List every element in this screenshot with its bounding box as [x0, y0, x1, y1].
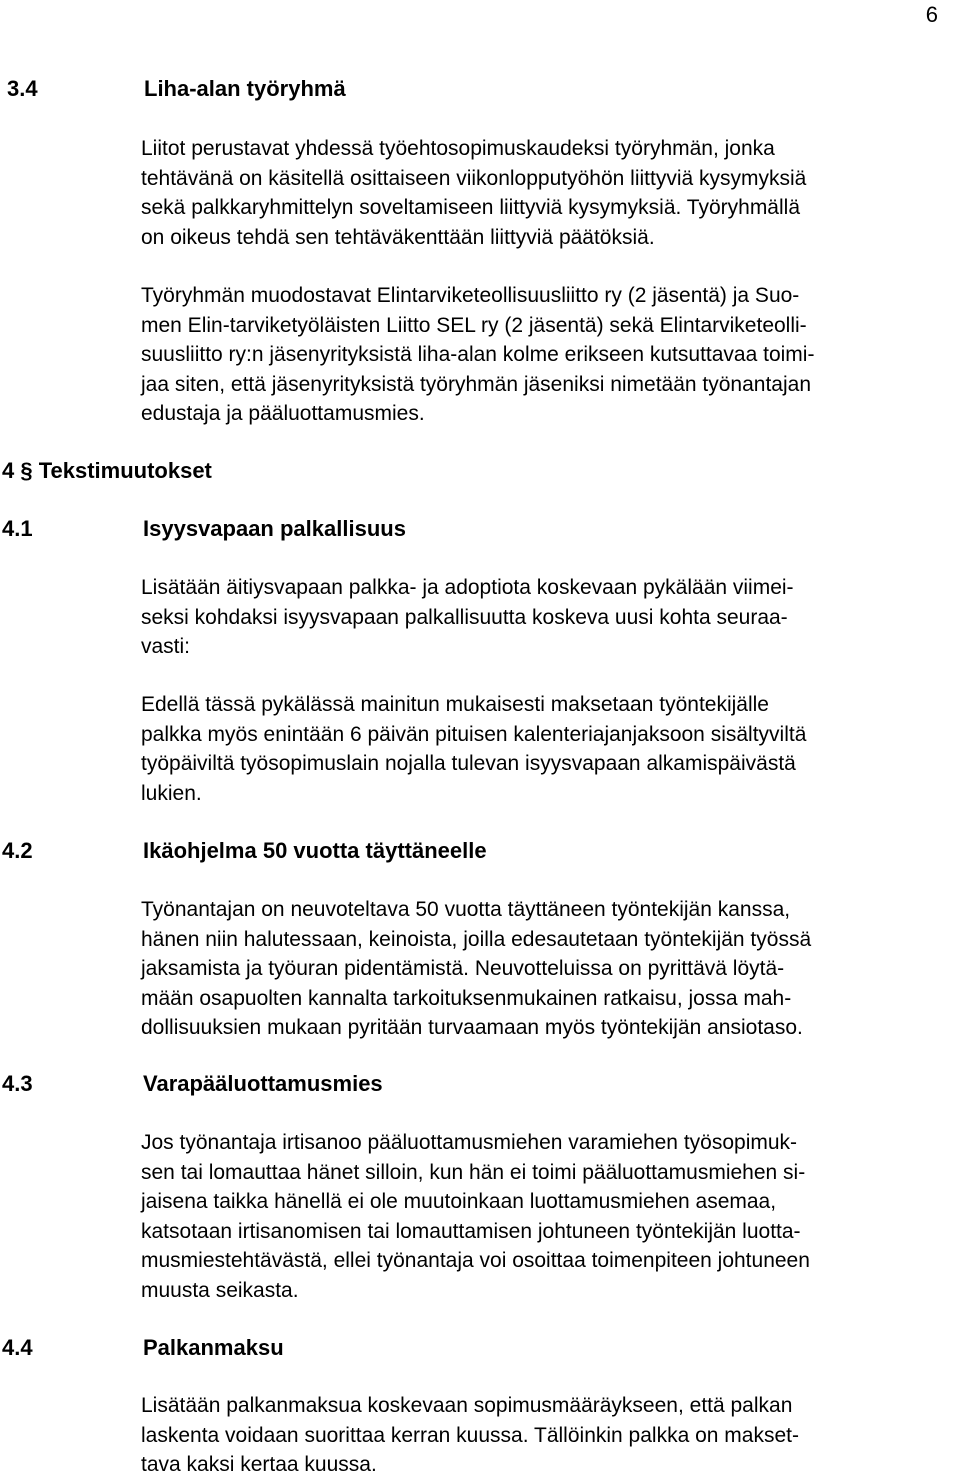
paragraph-line: tava kaksi kertaa kuussa.: [141, 1453, 377, 1476]
paragraph-line: sen tai lomauttaa hänet silloin, kun hän ei toimi pääluottamusmiehen si-: [141, 1160, 806, 1184]
paragraph-line: jaksamista ja työuran pidentämistä. Neuvotteluissa on pyrittävä löytä-: [141, 957, 785, 980]
paragraph-line: Lisätään äitiysvapaan palkka- ja adoptiota koskevaan pykälään viimei-: [141, 576, 794, 599]
paragraph-line: Työryhmän muodostavat Elintarviketeollisuusliitto ry (2 jäsentä) ja Suo-: [141, 284, 800, 307]
paragraph: [141, 573, 794, 662]
paragraph-line: seksi kohdaksi isyysvapaan palkallisuutta koskeva uusi kohta seuraa-: [141, 605, 788, 629]
paragraph-line: dollisuuksien mukaan pyritään turvaamaan myös työntekijän ansiotaso.: [141, 1016, 803, 1039]
paragraph-line: men Elin-tarviketyöläisten Liitto SEL ry (2 jäsentä) sekä Elintarviketeolli-: [141, 313, 807, 337]
section-number: 4.3: [2, 1071, 33, 1096]
section-title: Palkanmaksu: [143, 1335, 284, 1360]
paragraph-line: katsotaan irtisanomisen tai lomauttamisen johtuneen työntekijän luotta-: [141, 1219, 801, 1243]
paragraph-line: Edellä tässä pykälässä mainitun mukaisesti maksetaan työntekijälle: [141, 693, 769, 716]
paragraph: [141, 1391, 799, 1480]
paragraph-line: lukien.: [141, 781, 202, 805]
section-title: Isyysvapaan palkallisuus: [143, 516, 406, 541]
paragraph-line: Lisätään palkanmaksua koskevaan sopimusmääräykseen, että palkan: [141, 1394, 793, 1417]
paragraph-line: vasti:: [141, 635, 191, 658]
paragraph-line: sekä palkkaryhmittelyn soveltamiseen liittyviä kysymyksiä. Työryhmällä: [141, 196, 800, 219]
paragraph-line: mään osapuolten kannalta tarkoituksenmukainen ratkaisu, jossa mah-: [141, 986, 792, 1010]
chapter-heading: 4 § Tekstimuutokset: [2, 458, 212, 483]
paragraph-line: jaisena taikka hänellä ei ole muutoinkaan luottamusmiehen asemaa,: [141, 1190, 777, 1213]
paragraph-line: muusta seikasta.: [141, 1278, 299, 1302]
section-title: Varapääluottamusmies: [143, 1071, 383, 1096]
page-number: 6: [925, 2, 938, 27]
paragraph-line: musmiestehtävästä, ellei työnantaja voi osoittaa toimenpiteen johtuneen: [141, 1249, 810, 1272]
paragraph-line: laskenta voidaan suorittaa kerran kuussa. Tällöinkin palkka on makset-: [141, 1423, 799, 1447]
paragraph-line: on oikeus tehdä sen tehtäväkenttään liittyviä päätöksiä.: [141, 225, 655, 249]
paragraph-line: palkka myös enintään 6 päivän pituisen kalenteriajanjaksoon sisältyviltä: [141, 722, 807, 746]
paragraph-line: hänen niin halutessaan, keinoista, joilla edesautetaan työntekijän työssä: [141, 927, 812, 951]
section-number: 4.1: [2, 516, 33, 541]
paragraph-line: edustaja ja pääluottamusmies.: [141, 402, 425, 425]
paragraph-line: Jos työnantaja irtisanoo pääluottamusmiehen varamiehen työsopimuk-: [141, 1131, 798, 1154]
section-number: 4.4: [2, 1335, 33, 1360]
paragraph-line: Liitot perustavat yhdessä työehtosopimuskaudeksi työryhmän, jonka: [141, 137, 775, 160]
section-number: 4.2: [2, 838, 33, 863]
paragraph: [141, 1128, 810, 1305]
section-title: Ikäohjelma 50 vuotta täyttäneelle: [143, 838, 487, 863]
paragraph: [141, 134, 806, 252]
paragraph-line: jaa siten, että jäsenyrityksistä työryhmän jäseniksi nimetään työnantajan: [141, 372, 812, 396]
paragraph-line: suusliitto ry:n jäsenyrityksistä liha-alan kolme erikseen kutsuttavaa toimi-: [141, 343, 815, 366]
paragraph: [141, 895, 811, 1043]
paragraph-line: tehtävänä on käsitellä osittaiseen viikonlopputyöhön liittyviä kysymyksiä: [141, 166, 807, 190]
section-number: 3.4: [7, 76, 38, 101]
paragraph-line: työpäiviltä työsopimuslain nojalla tulevan isyysvapaan alkamispäivästä: [141, 752, 796, 775]
paragraph: [141, 281, 814, 429]
paragraph: [141, 690, 806, 808]
paragraph-line: Työnantajan on neuvoteltava 50 vuotta täyttäneen työntekijän kanssa,: [141, 898, 791, 921]
section-title: Liha-alan työryhmä: [144, 76, 346, 101]
